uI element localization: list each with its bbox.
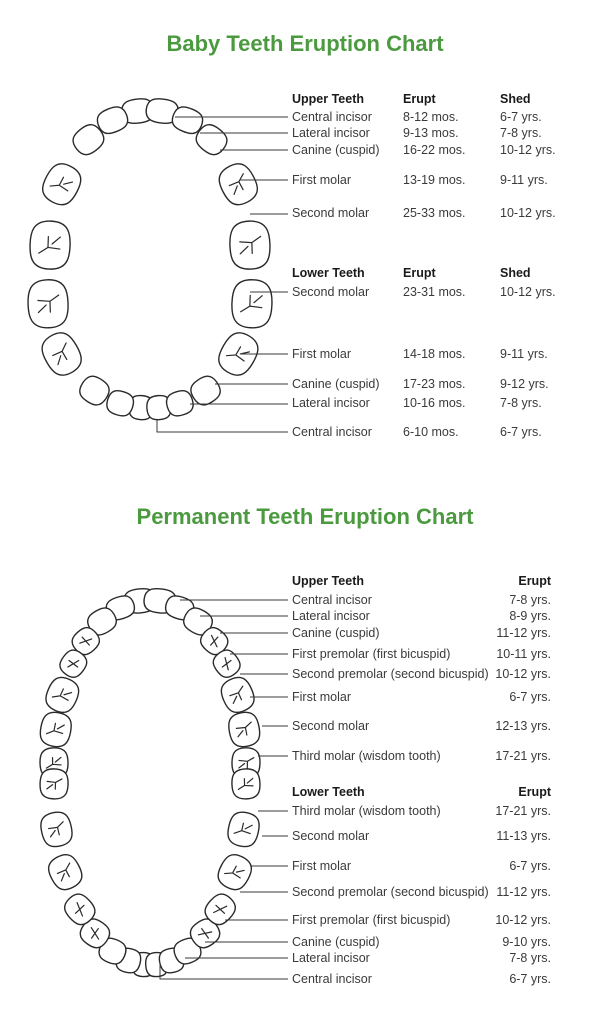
perm-upper-header-1: Erupt (518, 574, 551, 588)
perm-upper-row-4-col-1: 10-12 yrs. (495, 667, 551, 681)
perm-lower-tooth-left-8 (40, 768, 69, 799)
baby-lower-row-0-col-2: 10-12 yrs. (500, 285, 556, 299)
perm-lower-row-1-col-0: Second molar (292, 829, 370, 843)
baby-lower-header-1: Erupt (403, 266, 436, 280)
perm-upper-row-3-col-1: 10-11 yrs. (496, 647, 551, 661)
baby-lower-row-2-col-0: Canine (cuspid) (292, 377, 380, 391)
baby-lower-row-3-col-2: 7-8 yrs. (500, 396, 542, 410)
perm-lower-row-2-col-0: First molar (292, 859, 352, 873)
teeth-layer (27, 97, 273, 977)
perm-lower-row-3-col-0: Second premolar (second bicuspid) (292, 885, 489, 899)
perm-upper-row-6-col-0: Second molar (292, 719, 370, 733)
baby-lower-row-3-col-0: Lateral incisor (292, 396, 370, 410)
baby-upper-row-0-col-0: Central incisor (292, 110, 372, 124)
perm-upper-row-7-col-0: Third molar (wisdom tooth) (292, 749, 441, 763)
perm-lower-tooth-right-6 (214, 850, 256, 894)
perm-lower-row-7-col-1: 6-7 yrs. (509, 972, 551, 986)
baby-upper-row-0-col-1: 8-12 mos. (403, 110, 459, 124)
baby-lower-row-0-col-1: 23-31 mos. (403, 285, 466, 299)
permanent-chart-title: Permanent Teeth Eruption Chart (136, 504, 474, 529)
perm-upper-row-2-col-1: 11-12 yrs. (496, 626, 551, 640)
baby-upper-tooth-right-4 (214, 159, 263, 210)
perm-lower-row-7-col-0: Central incisor (292, 972, 372, 986)
perm-upper-row-2-col-0: Canine (cuspid) (292, 626, 380, 640)
baby-upper-row-2-col-1: 16-22 mos. (403, 143, 466, 157)
baby-upper-row-4-col-0: Second molar (292, 206, 370, 220)
baby-upper-header-0: Upper Teeth (292, 92, 364, 106)
baby-lower-row-1-col-2: 9-11 yrs. (500, 347, 548, 361)
perm-upper-tooth-left-6 (42, 673, 83, 716)
perm-lower-row-6-col-1: 7-8 yrs. (509, 951, 551, 965)
baby-upper-row-1-col-1: 9-13 mos. (403, 126, 459, 140)
baby-lower-row-2-col-1: 17-23 mos. (403, 377, 466, 391)
perm-lower-row-6-col-0: Lateral incisor (292, 951, 370, 965)
baby-lower-row-4-col-2: 6-7 yrs. (500, 425, 542, 439)
baby-upper-tooth-left-4 (37, 159, 86, 210)
baby-upper-row-2-col-2: 10-12 yrs. (500, 143, 556, 157)
perm-lower-row-3-col-1: 11-12 yrs. (496, 885, 551, 899)
baby-lower-row-1-col-0: First molar (292, 347, 352, 361)
perm-upper-row-0-col-1: 7-8 yrs. (509, 593, 551, 607)
perm-lower-tooth-right-8 (231, 768, 260, 799)
perm-upper-tooth-right-7 (226, 710, 262, 749)
baby-lower-tooth-right-5 (231, 279, 273, 328)
baby-lower-row-4-col-0: Central incisor (292, 425, 372, 439)
perm-upper-row-7-col-1: 17-21 yrs. (495, 749, 551, 763)
perm-lower-row-4-col-0: First premolar (first bicuspid) (292, 913, 451, 927)
baby-upper-row-2-col-0: Canine (cuspid) (292, 143, 380, 157)
perm-lower-header-1: Erupt (518, 785, 551, 799)
perm-upper-tooth-left-7 (38, 710, 74, 749)
baby-upper-header-2: Shed (500, 92, 531, 106)
perm-upper-row-4-col-0: Second premolar (second bicuspid) (292, 667, 489, 681)
perm-upper-row-5-col-1: 6-7 yrs. (509, 690, 551, 704)
baby-upper-row-1-col-0: Lateral incisor (292, 126, 370, 140)
perm-lower-row-5-col-0: Canine (cuspid) (292, 935, 380, 949)
baby-lower-row-0-col-0: Second molar (292, 285, 370, 299)
perm-lower-row-0-col-1: 17-21 yrs. (495, 804, 551, 818)
baby-upper-row-3-col-0: First molar (292, 173, 352, 187)
perm-upper-row-5-col-0: First molar (292, 690, 352, 704)
perm-upper-tooth-right-6 (217, 673, 258, 716)
perm-lower-row-4-col-1: 10-12 yrs. (495, 913, 551, 927)
baby-lower-leader-line-4 (157, 420, 288, 432)
perm-upper-row-6-col-1: 12-13 yrs. (495, 719, 551, 733)
baby-upper-header-1: Erupt (403, 92, 436, 106)
baby-lower-row-2-col-2: 9-12 yrs. (500, 377, 549, 391)
baby-lower-tooth-left-4 (36, 327, 86, 380)
baby-upper-row-3-col-2: 9-11 yrs. (500, 173, 548, 187)
baby-lower-row-4-col-1: 6-10 mos. (403, 425, 459, 439)
perm-upper-row-1-col-0: Lateral incisor (292, 609, 370, 623)
baby-chart-title: Baby Teeth Eruption Chart (166, 31, 444, 56)
perm-upper-row-1-col-1: 8-9 yrs. (509, 609, 551, 623)
table-text-layer (292, 92, 556, 986)
baby-upper-row-0-col-2: 6-7 yrs. (500, 110, 542, 124)
perm-lower-row-1-col-1: 11-13 yrs. (496, 829, 551, 843)
perm-lower-tooth-left-6 (44, 850, 86, 894)
perm-lower-tooth-left-7 (38, 809, 75, 849)
baby-lower-header-0: Lower Teeth (292, 266, 365, 280)
baby-lower-header-2: Shed (500, 266, 531, 280)
baby-lower-row-1-col-1: 14-18 mos. (403, 347, 466, 361)
perm-lower-row-2-col-1: 6-7 yrs. (509, 859, 551, 873)
perm-lower-tooth-right-7 (225, 809, 262, 849)
perm-lower-row-5-col-1: 9-10 yrs. (502, 935, 551, 949)
perm-upper-row-3-col-0: First premolar (first bicuspid) (292, 647, 451, 661)
baby-upper-row-1-col-2: 7-8 yrs. (500, 126, 542, 140)
baby-upper-row-4-col-1: 25-33 mos. (403, 206, 466, 220)
baby-lower-tooth-left-5 (27, 279, 69, 328)
perm-lower-row-0-col-0: Third molar (wisdom tooth) (292, 804, 441, 818)
perm-upper-header-0: Upper Teeth (292, 574, 364, 588)
baby-upper-row-3-col-1: 13-19 mos. (403, 173, 466, 187)
perm-upper-row-0-col-0: Central incisor (292, 593, 372, 607)
baby-upper-row-4-col-2: 10-12 yrs. (500, 206, 556, 220)
perm-lower-header-0: Lower Teeth (292, 785, 365, 799)
baby-upper-tooth-left-5 (29, 220, 71, 269)
baby-upper-tooth-right-5 (229, 220, 271, 269)
baby-lower-row-3-col-1: 10-16 mos. (403, 396, 466, 410)
